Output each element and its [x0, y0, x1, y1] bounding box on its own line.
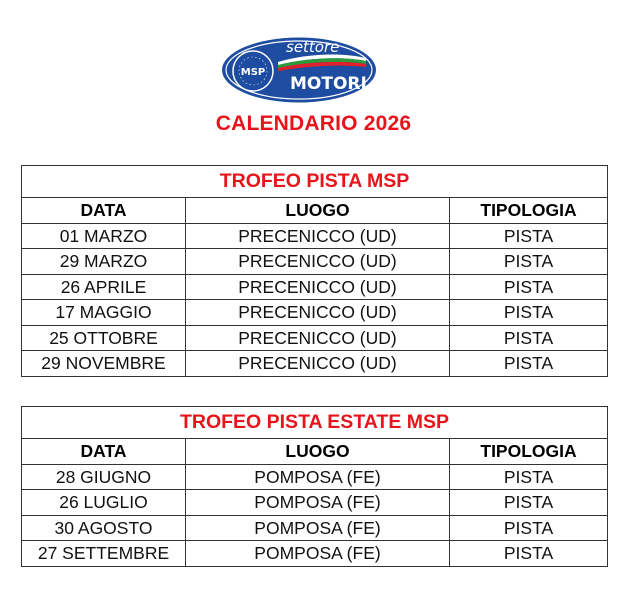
cell-tipologia: PISTA: [450, 274, 608, 300]
table-row: [22, 325, 608, 351]
table-header-row: [22, 439, 608, 465]
cell-tipologia: PISTA: [450, 490, 608, 516]
calendar-table-trofeo-pista-estate: [21, 406, 608, 567]
header-luogo: LUOGO: [186, 439, 450, 465]
cell-data: 28 GIUGNO: [22, 464, 186, 490]
cell-tipologia: PISTA: [450, 249, 608, 275]
cell-data: 26 LUGLIO: [22, 490, 186, 516]
table-row: [22, 541, 608, 567]
cell-tipologia: PISTA: [450, 351, 608, 377]
header-data: DATA: [22, 198, 186, 224]
cell-luogo: PRECENICCO (UD): [186, 274, 450, 300]
header-tipologia: TIPOLOGIA: [450, 439, 608, 465]
table-row: [22, 223, 608, 249]
header-luogo: LUOGO: [186, 198, 450, 224]
cell-luogo: POMPOSA (FE): [186, 541, 450, 567]
cell-data: 27 SETTEMBRE: [22, 541, 186, 567]
cell-data: 30 AGOSTO: [22, 515, 186, 541]
table-row: [22, 274, 608, 300]
logo-word-top: settore: [286, 38, 340, 56]
table-title: TROFEO PISTA ESTATE MSP: [22, 407, 608, 439]
cell-data: 01 MARZO: [22, 223, 186, 249]
logo-badge-text: MSP: [240, 67, 266, 78]
header-tipologia: TIPOLOGIA: [450, 198, 608, 224]
calendar-table-trofeo-pista: [21, 165, 608, 377]
page-title: CALENDARIO 2026: [215, 112, 412, 135]
table-row: [22, 515, 608, 541]
cell-luogo: POMPOSA (FE): [186, 515, 450, 541]
cell-luogo: PRECENICCO (UD): [186, 351, 450, 377]
cell-tipologia: PISTA: [450, 300, 608, 326]
cell-tipologia: PISTA: [450, 515, 608, 541]
cell-luogo: PRECENICCO (UD): [186, 325, 450, 351]
cell-tipologia: PISTA: [450, 325, 608, 351]
cell-data: 29 MARZO: [22, 249, 186, 275]
cell-luogo: PRECENICCO (UD): [186, 300, 450, 326]
cell-data: 29 NOVEMBRE: [22, 351, 186, 377]
table-row: [22, 490, 608, 516]
header-data: DATA: [22, 439, 186, 465]
cell-tipologia: PISTA: [450, 223, 608, 249]
settore-motori-logo: [220, 36, 378, 104]
cell-data: 25 OTTOBRE: [22, 325, 186, 351]
cell-luogo: POMPOSA (FE): [186, 490, 450, 516]
table-title: TROFEO PISTA MSP: [22, 166, 608, 198]
table-header-row: [22, 198, 608, 224]
cell-tipologia: PISTA: [450, 541, 608, 567]
logo-word-bottom: MOTORI: [290, 74, 367, 94]
table-row: [22, 249, 608, 275]
table-row: [22, 464, 608, 490]
table-row: [22, 351, 608, 377]
cell-data: 26 APRILE: [22, 274, 186, 300]
cell-luogo: PRECENICCO (UD): [186, 223, 450, 249]
cell-luogo: PRECENICCO (UD): [186, 249, 450, 275]
cell-data: 17 MAGGIO: [22, 300, 186, 326]
cell-luogo: POMPOSA (FE): [186, 464, 450, 490]
cell-tipologia: PISTA: [450, 464, 608, 490]
table-row: [22, 300, 608, 326]
